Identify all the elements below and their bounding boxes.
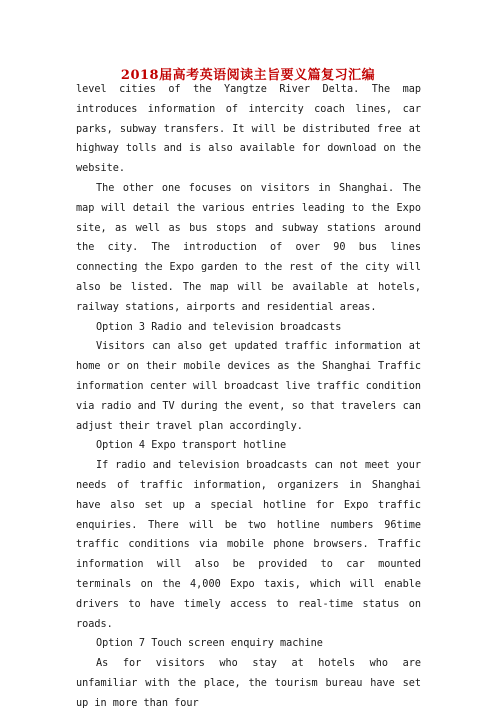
paragraph-1: level cities of the Yangtze River Delta. The map introduces information of intercity coach lines, car parks, subway transfers. It will be distributed free at highway tolls and is also available for download on the website. [76,84,421,175]
paragraph-4: If radio and television broadcasts can not meet your needs of traffic information, organizers in Shanghai have also set up a special hotline for Expo traffic enquiries. There will be two hotline numbers 96time traffic conditions via mobile phone browsers. Traffic information will also be provided to car mounted terminals on the 4,000 Expo taxis, which will enable drivers to have timely access to real-time status on roads. [76,460,421,630]
paragraph-5: As for visitors who stay at hotels who are unfamiliar with the place, the tourism bureau have set up in more than four [76,658,421,709]
paragraph-2: The other one focuses on visitors in Shanghai. The map will detail the various entries leading to the Expo site, as well as bus stops and subway stations around the city. The introduction of over 90 bus lines connecting the Expo garden to the rest of the city will also be listed. The map will be available at hotels, railway stations, airports and residential areas. [76,182,421,313]
page-title: 2018届高考英语阅读主旨要义篇复习汇编 [120,68,376,83]
section-heading-option-3: Option 3 Radio and television broadcasts [96,321,342,333]
section-heading-option-7: Option 7 Touch screen enquiry machine [96,638,323,650]
section-heading-option-4: Option 4 Expo transport hotline [96,440,287,452]
paragraph-3: Visitors can also get updated traffic information at home or on their mobile devices as the Shanghai Traffic information center will broadcast live traffic condition via radio and TV during the event, so that travelers can adjust their travel plan accordingly. [76,341,421,432]
document-body [76,80,421,714]
